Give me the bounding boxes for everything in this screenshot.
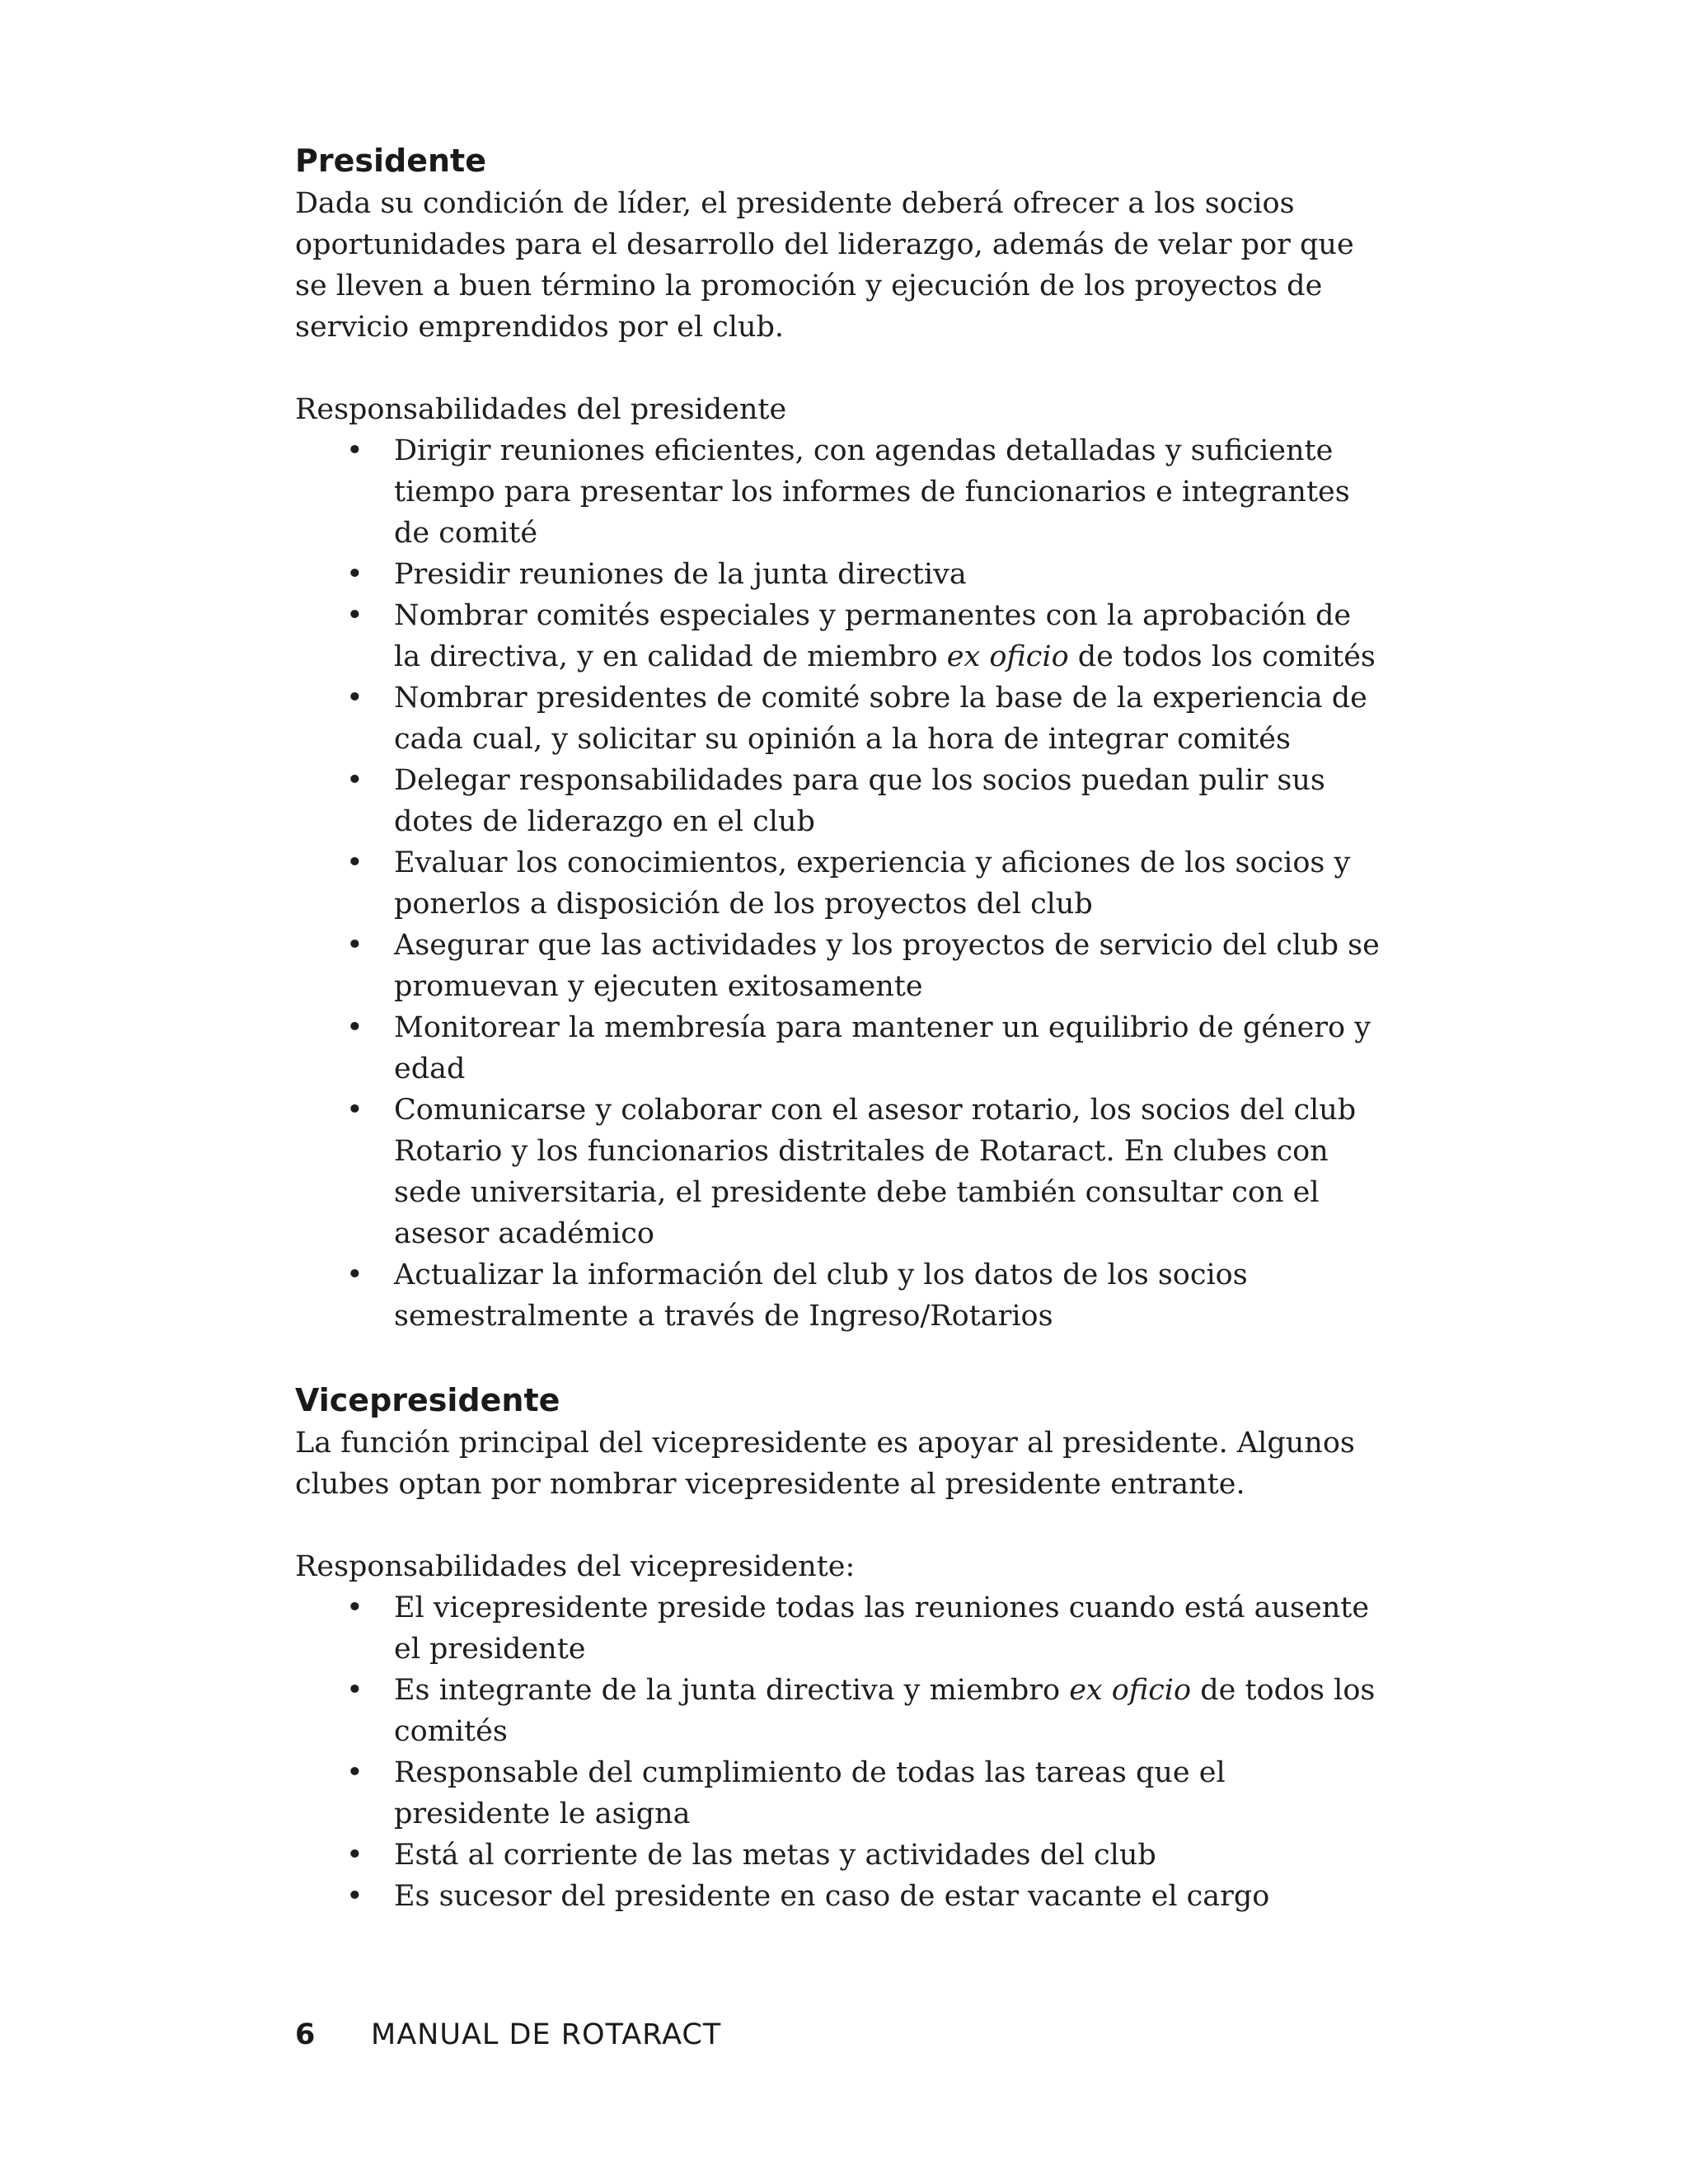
- list-item: [346, 1835, 1383, 1876]
- page-footer: [295, 2014, 721, 2055]
- list-item-text-italic: ex oficio: [1069, 1674, 1192, 1707]
- section-intro-vicepresidente: La función principal del vicepresidente es apoyar al presidente. Algunos clubes optan por nombrar vicepresidente al presidente entrante.: [295, 1427, 1355, 1501]
- bullet-icon: •: [346, 558, 363, 591]
- list-item: [346, 1090, 1383, 1254]
- section-title-vicepresidente: Vicepresidente: [295, 1382, 560, 1418]
- list-item-text: El vicepresidente preside todas las reuniones cuando está ausente el presidente: [394, 1591, 1370, 1666]
- list-item-text: Es sucesor del presidente en caso de estar vacante el cargo: [394, 1880, 1270, 1913]
- list-item-text: Actualizar la información del club y los datos de los socios semestralmente a través de Ingreso/Rotarios: [394, 1258, 1248, 1333]
- responsibilities-label-presidente: Responsabilidades del presidente: [295, 393, 787, 426]
- bullet-icon: •: [346, 1094, 363, 1127]
- section-intro-presidente: Dada su condición de líder, el presidente deberá ofrecer a los socios oportunidades para el desarrollo del liderazgo, además de velar por que se lleven a buen término la promoción y ejecución de los proyectos de servicio emprendidos por el club.: [295, 187, 1354, 344]
- list-item-text: Asegurar que las actividades y los proyectos de servicio del club se promuevan y ejecuten exitosamente: [394, 929, 1380, 1003]
- bullet-icon: •: [346, 1591, 363, 1624]
- bullet-icon: •: [346, 1011, 363, 1044]
- list-item-text: Comunicarse y colaborar con el asesor rotario, los socios del club Rotario y los funcionarios distritales de Rotaract. En clubes con sede universitaria, el presidente debe también consultar con el asesor académico: [394, 1094, 1357, 1250]
- list-item: [346, 1670, 1383, 1752]
- section-presidente: [295, 138, 1383, 1337]
- bullet-icon: •: [346, 1756, 363, 1789]
- footer-title: MANUAL DE ROTARACT: [371, 2018, 722, 2051]
- list-item: [346, 1587, 1383, 1670]
- bullet-icon: •: [346, 764, 363, 797]
- list-item: [346, 1876, 1383, 1917]
- bullet-icon: •: [346, 929, 363, 962]
- list-item: [346, 1752, 1383, 1835]
- bullet-icon: •: [346, 1258, 363, 1291]
- list-item-text: Monitorear la membresía para mantener un equilibrio de género y edad: [394, 1011, 1371, 1085]
- list-item: [346, 760, 1383, 842]
- list-item-text-before: Es integrante de la junta directiva y miembro: [394, 1674, 1070, 1707]
- page-number: 6: [295, 2018, 316, 2051]
- responsibilities-list-vicepresidente: [295, 1587, 1383, 1917]
- bullet-icon: •: [346, 1674, 363, 1707]
- list-item: [346, 925, 1383, 1007]
- list-item-text-after: de todos los comités: [1068, 640, 1376, 673]
- section-title-presidente: Presidente: [295, 143, 486, 179]
- list-item: [346, 677, 1383, 760]
- list-item: [346, 554, 1383, 595]
- bullet-icon: •: [346, 599, 363, 632]
- list-item-text: Evaluar los conocimientos, experiencia y aficiones de los socios y ponerlos a disposición de los proyectos del club: [394, 846, 1351, 921]
- page-content: [295, 138, 1383, 1917]
- list-item: [346, 595, 1383, 677]
- list-item-text: Presidir reuniones de la junta directiva: [394, 558, 967, 591]
- list-item-text-italic: ex oficio: [946, 640, 1069, 673]
- list-item: [346, 842, 1383, 925]
- list-item: [346, 1007, 1383, 1090]
- list-item-text-before: Nombrar comités especiales y permanentes con la aprobación de la directiva, y en calidad de miembro: [394, 599, 1352, 673]
- responsibilities-list-presidente: [295, 430, 1383, 1337]
- list-item-text: Delegar responsabilidades para que los socios puedan pulir sus dotes de liderazgo en el club: [394, 764, 1325, 838]
- bullet-icon: •: [346, 1839, 363, 1872]
- list-item-text: Está al corriente de las metas y actividades del club: [394, 1839, 1156, 1872]
- list-item-text: Nombrar presidentes de comité sobre la base de la experiencia de cada cual, y solicitar su opinión a la hora de integrar comités: [394, 682, 1367, 756]
- list-item: [346, 430, 1383, 554]
- responsibilities-label-vicepresidente: Responsabilidades del vicepresidente:: [295, 1550, 856, 1583]
- bullet-icon: •: [346, 846, 363, 879]
- section-vicepresidente: [295, 1378, 1383, 1917]
- bullet-icon: •: [346, 434, 363, 467]
- bullet-icon: •: [346, 1880, 363, 1913]
- list-item-text-after: de todos los comités: [394, 1674, 1376, 1748]
- bullet-icon: •: [346, 682, 363, 715]
- list-item-text: Responsable del cumplimiento de todas las tareas que el presidente le asigna: [394, 1756, 1226, 1830]
- list-item: [346, 1254, 1383, 1337]
- list-item-text: Dirigir reuniones eficientes, con agendas detalladas y suficiente tiempo para presentar los informes de funcionarios e integrantes de comité: [394, 434, 1350, 550]
